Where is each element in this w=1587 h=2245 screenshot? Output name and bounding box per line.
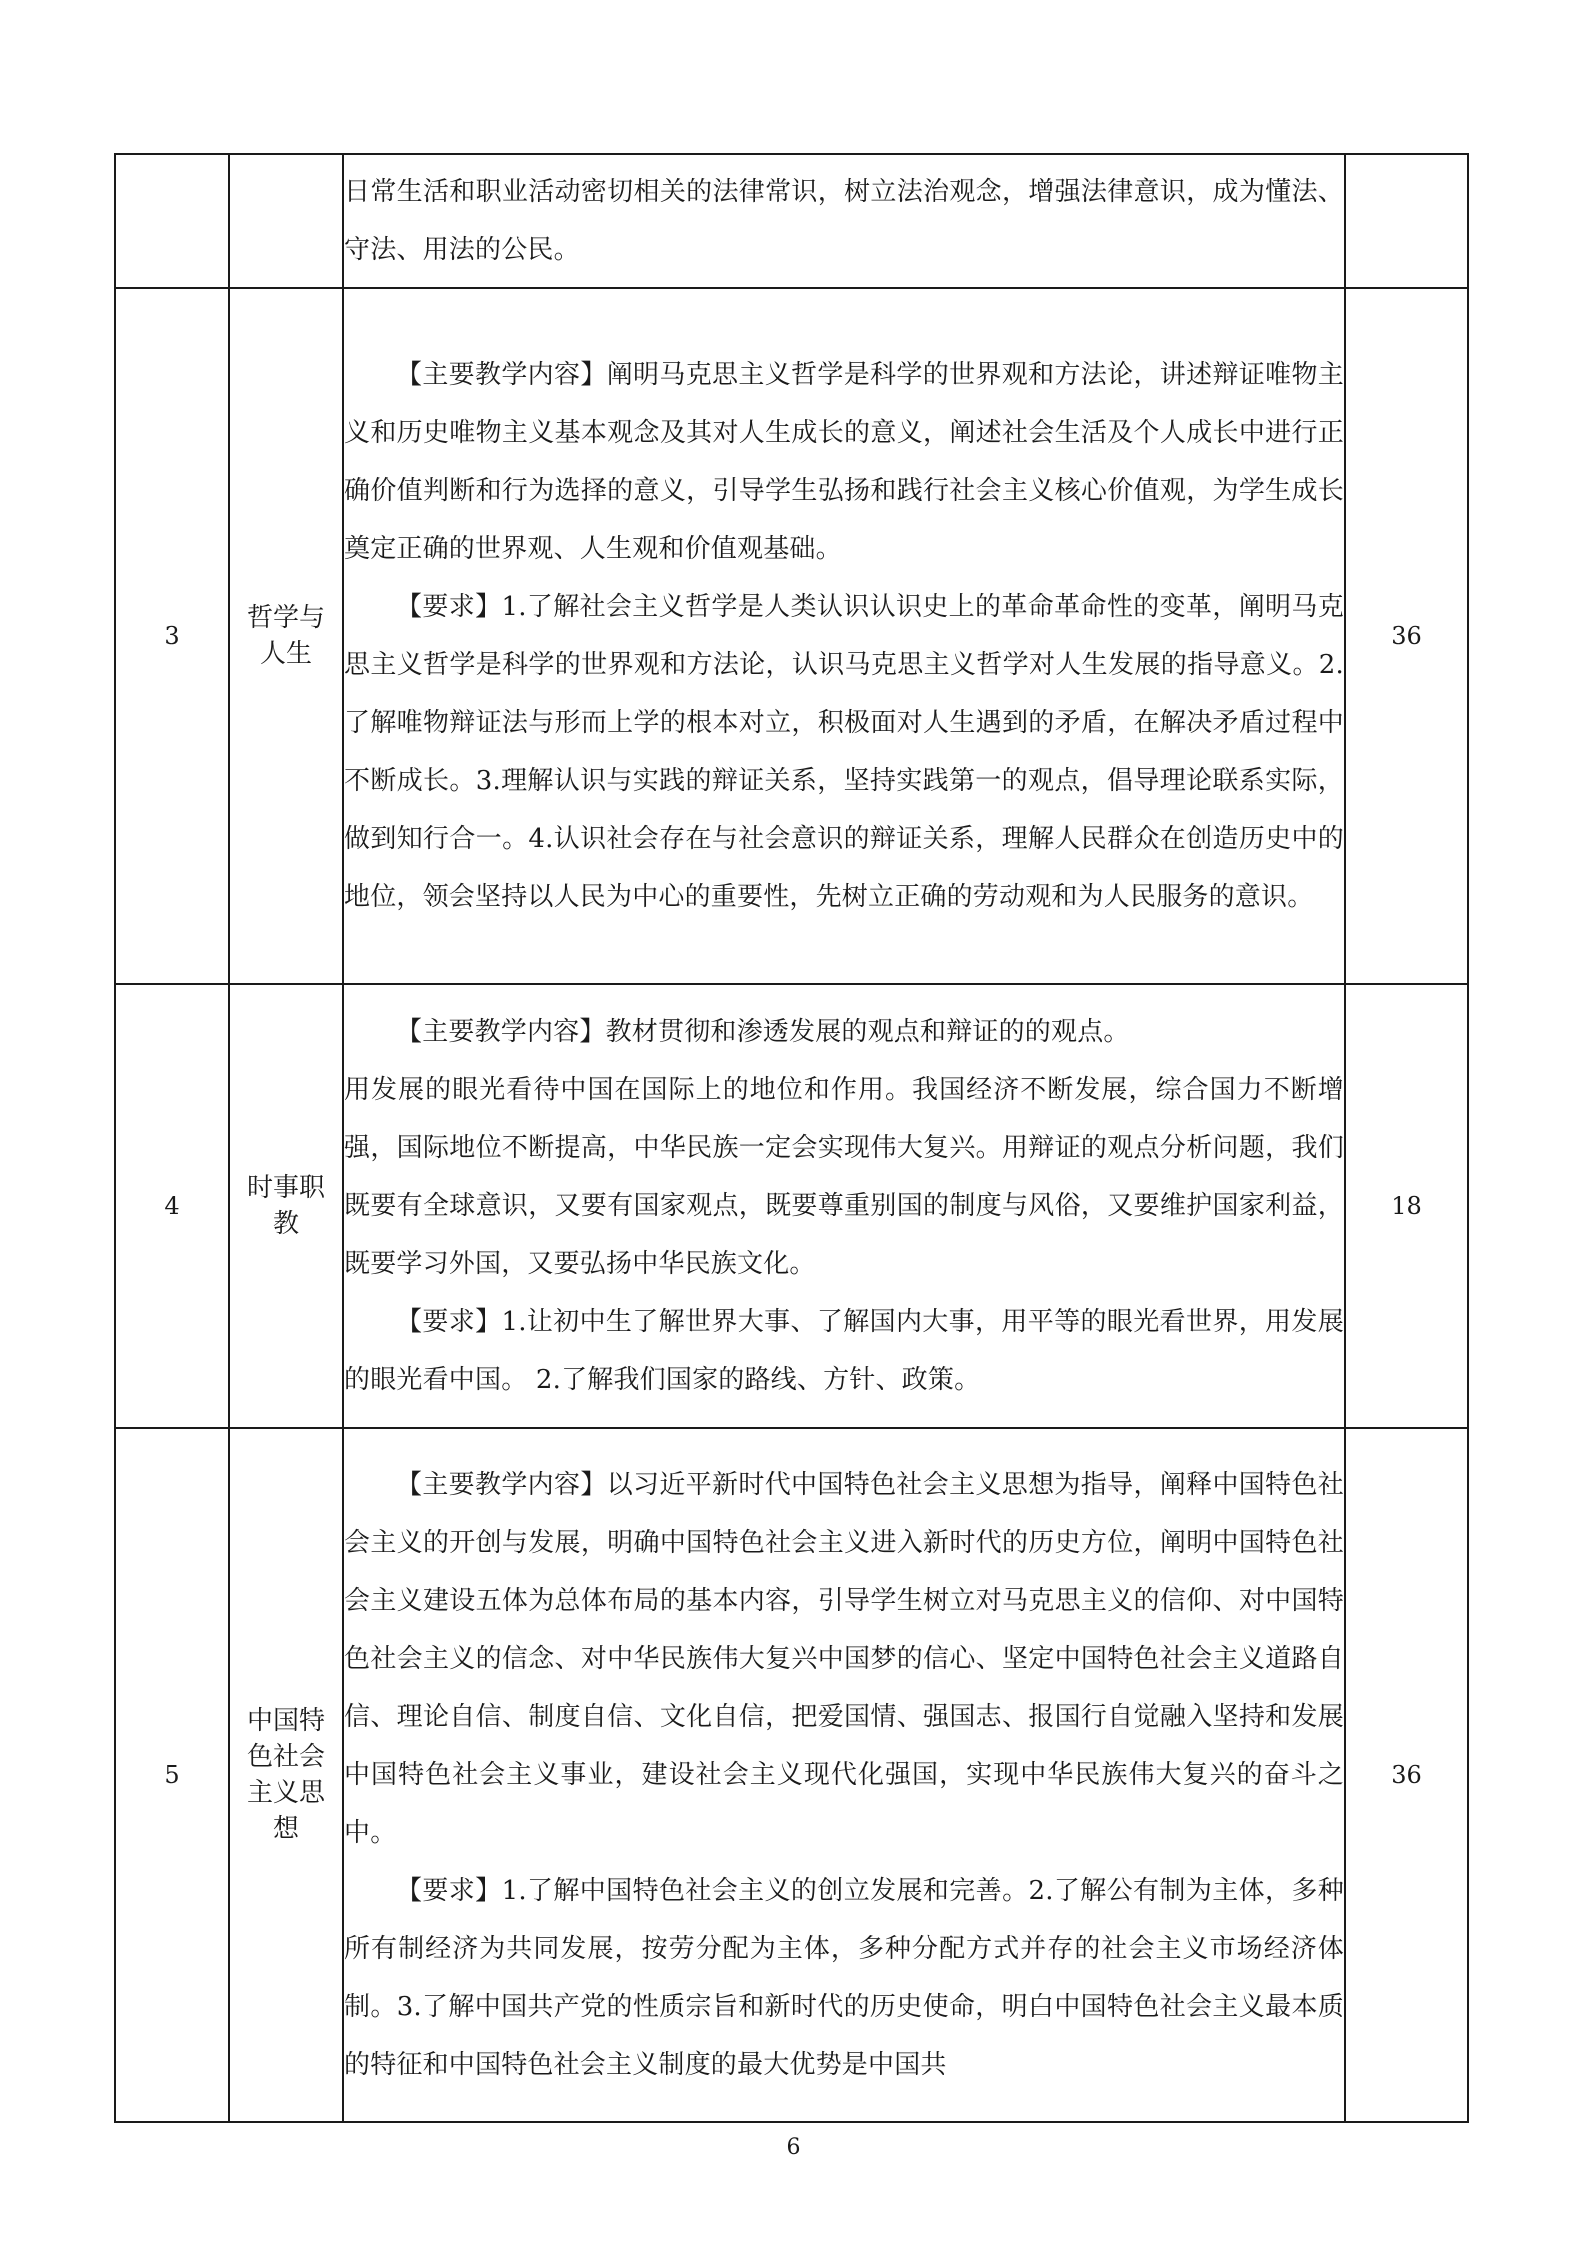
- content-paragraph: 【要求】1.了解中国特色社会主义的创立发展和完善。2.了解公有制为主体，多种所有制经济为共同发展，按劳分配为主体，多种分配方式并存的社会主义市场经济体制。3.了解中国共产党的性质宗旨和新时代的历史使命，明白中国特色社会主义最本质的特征和中国特色社会主义制度的最大优势是中国共: [344, 1876, 1344, 2080]
- content-paragraph: 用发展的眼光看待中国在国际上的地位和作用。我国经济不断发展，综合国力不断增强，国际地位不断提高，中华民族一定会实现伟大复兴。用辩证的观点分析问题，我们既要有全球意识，又要有国家观点，既要尊重别国的制度与风俗，又要维护国家利益，既要学习外国，又要弘扬中华民族文化。: [344, 1075, 1344, 1279]
- content-paragraph: 【要求】1.让初中生了解世界大事、了解国内大事，用平等的眼光看世界，用发展的眼光看中国。 2.了解我们国家的路线、方针、政策。: [344, 1307, 1344, 1395]
- content-paragraph: 【要求】1.了解社会主义哲学是人类认识认识史上的革命革命性的变革，阐明马克思主义哲学是科学的世界观和方法论，认识马克思主义哲学对人生发展的指导意义。2.了解唯物辩证法与形而上学的根本对立，积极面对人生遇到的矛盾，在解决矛盾过程中不断成长。3.理解认识与实践的辩证关系，坚持实践第一的观点，倡导理论联系实际，做到知行合一。4.认识社会存在与社会意识的辩证关系，理解人民群众在创造历史中的地位，领会坚持以人民为中心的重要性，先树立正确的劳动观和为人民服务的意识。: [344, 592, 1344, 912]
- content-paragraph: 【主要教学内容】阐明马克思主义哲学是科学的世界观和方法论，讲述辩证唯物主义和历史唯物主义基本观念及其对人生成长的意义，阐述社会生活及个人成长中进行正确价值判断和行为选择的意义，引导学生弘扬和践行社会主义核心价值观，为学生成长奠定正确的世界观、人生观和价值观基础。: [344, 360, 1344, 564]
- course-content-cell: [343, 154, 1345, 288]
- course-name: 中国特色社会主义思想: [246, 1706, 325, 1844]
- row-number-cell: 3: [115, 288, 229, 984]
- table-row: [115, 1428, 1468, 2122]
- hours-cell: 18: [1345, 984, 1468, 1428]
- hours-cell: 36: [1345, 288, 1468, 984]
- content-paragraph: 【主要教学内容】以习近平新时代中国特色社会主义思想为指导，阐释中国特色社会主义的开创与发展，明确中国特色社会主义进入新时代的历史方位，阐明中国特色社会主义建设五体为总体布局的基本内容，引导学生树立对马克思主义的信仰、对中国特色社会主义的信念、对中华民族伟大复兴中国梦的信心、坚定中国特色社会主义道路自信、理论自信、制度自信、文化自信，把爱国情、强国志、报国行自觉融入坚持和发展中国特色社会主义事业，建设社会主义现代化强国，实现中华民族伟大复兴的奋斗之中。: [344, 1470, 1344, 1848]
- table-row: [115, 984, 1468, 1428]
- course-name-cell: [229, 288, 343, 984]
- course-name: 哲学与人生: [246, 603, 325, 669]
- row-number-cell: 4: [115, 984, 229, 1428]
- course-name-cell: [229, 154, 343, 288]
- table-row: [115, 154, 1468, 288]
- row-number-cell: [115, 154, 229, 288]
- course-content-cell: [343, 984, 1345, 1428]
- page-number: 6: [786, 2135, 801, 2160]
- course-content-cell: [343, 1428, 1345, 2122]
- course-name-cell: [229, 1428, 343, 2122]
- content-paragraph: 【主要教学内容】教材贯彻和渗透发展的观点和辩证的的观点。: [396, 1017, 1130, 1047]
- hours-cell: 36: [1345, 1428, 1468, 2122]
- course-table: [114, 153, 1469, 2123]
- course-name: 时事职教: [246, 1173, 325, 1239]
- course-content-cell: [343, 288, 1345, 984]
- row-number-cell: 5: [115, 1428, 229, 2122]
- content-paragraph: 日常生活和职业活动密切相关的法律常识，树立法治观念，增强法律意识，成为懂法、守法、用法的公民。: [344, 177, 1344, 265]
- course-name-cell: [229, 984, 343, 1428]
- table-row: [115, 288, 1468, 984]
- hours-cell: [1345, 154, 1468, 288]
